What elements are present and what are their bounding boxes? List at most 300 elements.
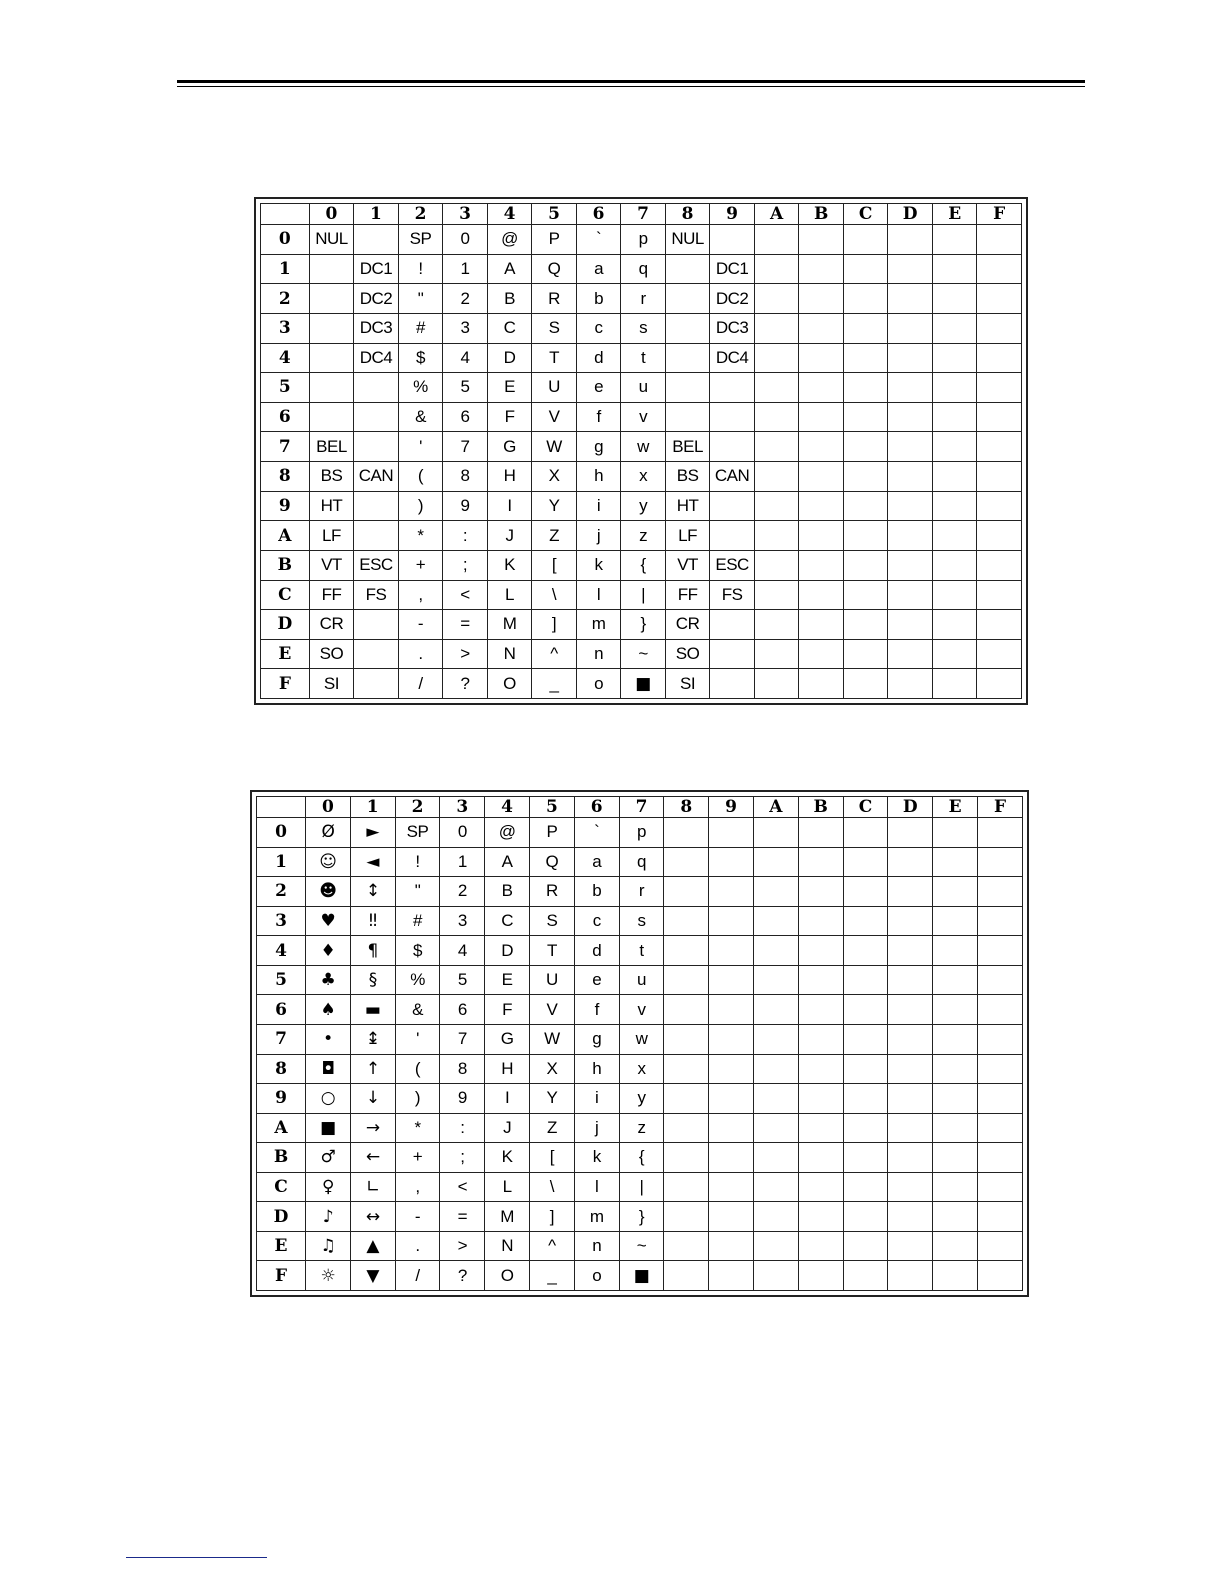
char-cell: 0 [443,225,488,255]
char-cell: T [530,936,575,966]
char-cell [754,580,799,610]
char-cell: 1 [443,254,488,284]
char-cell [709,936,754,966]
table-row [261,313,1022,343]
char-cell: { [619,1143,664,1173]
char-cell: P [530,818,575,848]
char-cell [664,847,709,877]
column-header: F [977,797,1022,818]
char-cell: ♫ [306,1231,351,1261]
char-cell [843,402,888,432]
char-cell [843,965,888,995]
column-header: E [933,797,978,818]
char-cell: E [485,965,530,995]
char-cell [753,1024,798,1054]
char-cell [354,432,399,462]
char-cell: / [398,669,443,699]
char-cell: L [485,1172,530,1202]
char-cell [977,1054,1022,1084]
char-cell [977,818,1022,848]
char-cell [754,610,799,640]
char-cell [843,1202,888,1232]
char-cell [933,1054,978,1084]
row-header: 9 [261,491,310,521]
char-cell [664,965,709,995]
char-cell [888,521,933,551]
char-cell [754,639,799,669]
char-cell [977,1084,1022,1114]
char-cell: = [440,1202,485,1232]
char-cell [888,254,933,284]
char-cell: ' [398,432,443,462]
char-cell [843,1231,888,1261]
table-row [261,284,1022,314]
char-cell [888,1231,933,1261]
char-cell: W [530,1024,575,1054]
char-cell: HT [665,491,710,521]
char-cell [977,225,1022,255]
char-cell [709,818,754,848]
char-cell: L [487,580,532,610]
char-cell [753,1143,798,1173]
char-cell: _ [530,1261,575,1291]
char-cell: x [621,462,666,492]
char-cell [932,254,977,284]
char-cell: , [395,1172,440,1202]
char-cell: % [395,965,440,995]
char-cell: Y [530,1084,575,1114]
char-cell: h [574,1054,619,1084]
char-cell [665,254,710,284]
char-cell [843,1113,888,1143]
char-cell [710,639,755,669]
char-cell [354,610,399,640]
char-cell [709,1113,754,1143]
char-cell: LF [665,521,710,551]
control-code-table-frame [254,197,1028,705]
char-cell [888,402,933,432]
char-cell [798,818,843,848]
char-cell [888,877,933,907]
char-cell [843,313,888,343]
char-cell [933,1113,978,1143]
char-cell [754,225,799,255]
char-cell [799,432,844,462]
char-cell [754,284,799,314]
column-header: 3 [443,204,488,225]
column-header: A [754,204,799,225]
char-cell [932,343,977,373]
column-header: B [799,204,844,225]
char-cell: BEL [665,432,710,462]
char-cell: l [574,1172,619,1202]
char-cell [977,1202,1022,1232]
char-cell: r [619,877,664,907]
char-cell: # [398,313,443,343]
char-cell: D [487,343,532,373]
char-cell: SP [398,225,443,255]
char-cell: ' [395,1024,440,1054]
char-cell: " [398,284,443,314]
column-header: 4 [487,204,532,225]
char-cell [932,639,977,669]
char-cell: 9 [440,1084,485,1114]
char-cell [664,1054,709,1084]
char-cell: \ [532,580,577,610]
char-cell [753,1231,798,1261]
char-cell [799,550,844,580]
char-cell: ! [395,847,440,877]
char-cell: ♥ [306,906,351,936]
char-cell: CR [665,610,710,640]
char-cell: ○ [306,1084,351,1114]
char-cell [977,877,1022,907]
char-cell [932,550,977,580]
char-cell [843,550,888,580]
char-cell: ↕ [350,877,395,907]
char-cell: ( [398,462,443,492]
char-cell [664,1261,709,1291]
char-cell [664,1172,709,1202]
char-cell: ^ [532,639,577,669]
char-cell: d [576,343,621,373]
char-cell [798,847,843,877]
graphic-character-table-frame [250,790,1029,1297]
char-cell [309,254,354,284]
char-cell [754,402,799,432]
char-cell: DC4 [354,343,399,373]
char-cell: : [443,521,488,551]
char-cell [932,373,977,403]
char-cell [664,1084,709,1114]
column-header: 1 [354,204,399,225]
char-cell: FF [665,580,710,610]
char-cell [843,610,888,640]
char-cell: [ [532,550,577,580]
char-cell [798,1113,843,1143]
char-cell: h [576,462,621,492]
char-cell [843,491,888,521]
char-cell: ↔ [350,1202,395,1232]
table-row [257,1202,1023,1232]
table-row [257,1024,1023,1054]
char-cell: N [485,1231,530,1261]
char-cell [933,906,978,936]
table-row [261,639,1022,669]
char-cell: ♀ [306,1172,351,1202]
corner-cell [257,797,306,818]
char-cell [709,1202,754,1232]
char-cell [354,491,399,521]
char-cell [977,965,1022,995]
column-header: 0 [306,797,351,818]
char-cell [843,639,888,669]
row-header: F [257,1261,306,1291]
char-cell [664,1202,709,1232]
char-cell: f [576,402,621,432]
char-cell: u [619,965,664,995]
char-cell: m [576,610,621,640]
char-cell [977,1113,1022,1143]
char-cell [932,580,977,610]
char-cell [843,1172,888,1202]
char-cell: b [576,284,621,314]
char-cell [709,1143,754,1173]
char-cell: q [619,847,664,877]
char-cell: 6 [440,995,485,1025]
char-cell [798,1084,843,1114]
char-cell [977,284,1022,314]
char-cell [843,1143,888,1173]
char-cell: NUL [309,225,354,255]
char-cell: * [398,521,443,551]
char-cell [309,284,354,314]
char-cell [933,1202,978,1232]
char-cell: ↑ [350,1054,395,1084]
row-header: D [261,610,310,640]
char-cell: z [621,521,666,551]
char-cell: VT [665,550,710,580]
column-header: 2 [398,204,443,225]
char-cell [843,580,888,610]
header-row [261,204,1022,225]
char-cell: u [621,373,666,403]
char-cell [753,906,798,936]
char-cell: Q [530,847,575,877]
char-cell [843,1024,888,1054]
char-cell [932,313,977,343]
table-row [257,1113,1023,1143]
char-cell [798,1054,843,1084]
char-cell [799,462,844,492]
char-cell: SO [665,639,710,669]
char-cell: % [398,373,443,403]
char-cell: SP [395,818,440,848]
char-cell: w [619,1024,664,1054]
char-cell: E [487,373,532,403]
char-cell [888,965,933,995]
char-cell [798,906,843,936]
char-cell [753,995,798,1025]
char-cell: j [574,1113,619,1143]
row-header: 4 [257,936,306,966]
char-cell: ! [398,254,443,284]
char-cell [977,462,1022,492]
table-row [261,225,1022,255]
char-cell [309,343,354,373]
char-cell: ( [395,1054,440,1084]
char-cell [933,936,978,966]
char-cell [709,1172,754,1202]
char-cell [709,1261,754,1291]
char-cell: e [574,965,619,995]
char-cell [977,1024,1022,1054]
char-cell: ◘ [306,1054,351,1084]
char-cell: ♂ [306,1143,351,1173]
char-cell [754,343,799,373]
char-cell: : [440,1113,485,1143]
char-cell: I [487,491,532,521]
char-cell: ESC [354,550,399,580]
char-cell [933,1024,978,1054]
char-cell [888,462,933,492]
char-cell [977,580,1022,610]
char-cell: DC1 [354,254,399,284]
char-cell [843,254,888,284]
row-header: 3 [257,906,306,936]
char-cell [888,669,933,699]
column-header: 5 [532,204,577,225]
char-cell: ∟ [350,1172,395,1202]
char-cell: ▬ [350,995,395,1025]
char-cell [932,491,977,521]
char-cell [888,906,933,936]
char-cell: x [619,1054,664,1084]
char-cell [664,906,709,936]
char-cell [977,432,1022,462]
table-row [257,995,1023,1025]
graphic-character-table [256,796,1023,1291]
char-cell [888,639,933,669]
char-cell: a [576,254,621,284]
char-cell: Q [532,254,577,284]
char-cell [753,1084,798,1114]
char-cell: DC3 [710,313,755,343]
char-cell [309,402,354,432]
char-cell: # [395,906,440,936]
char-cell: J [487,521,532,551]
char-cell [664,1143,709,1173]
row-header: A [261,521,310,551]
char-cell: q [621,254,666,284]
char-cell: VT [309,550,354,580]
char-cell [977,995,1022,1025]
column-header: 9 [710,204,755,225]
char-cell [843,1054,888,1084]
char-cell: ☼ [306,1261,351,1291]
char-cell [888,1024,933,1054]
column-header: 7 [621,204,666,225]
char-cell [754,373,799,403]
char-cell [933,1143,978,1173]
row-header: 4 [261,343,310,373]
char-cell [843,462,888,492]
char-cell [354,639,399,669]
char-cell [977,313,1022,343]
char-cell: > [443,639,488,669]
char-cell [843,906,888,936]
char-cell [753,1113,798,1143]
char-cell: ☺ [306,847,351,877]
row-header: 5 [257,965,306,995]
char-cell: R [530,877,575,907]
table-row [257,906,1023,936]
char-cell: C [487,313,532,343]
column-header: F [977,204,1022,225]
char-cell: & [398,402,443,432]
table-row [257,877,1023,907]
char-cell: [ [530,1143,575,1173]
char-cell [933,877,978,907]
char-cell: V [530,995,575,1025]
char-cell: n [576,639,621,669]
char-cell [799,639,844,669]
char-cell: O [487,669,532,699]
char-cell: LF [309,521,354,551]
char-cell [843,818,888,848]
char-cell [843,669,888,699]
char-cell: § [350,965,395,995]
char-cell: i [576,491,621,521]
char-cell: s [621,313,666,343]
footer-rule [126,1557,267,1558]
char-cell: > [440,1231,485,1261]
char-cell [754,254,799,284]
row-header: C [261,580,310,610]
char-cell: ◄ [350,847,395,877]
char-cell [888,1143,933,1173]
char-cell: ↓ [350,1084,395,1114]
char-cell [798,877,843,907]
char-cell: ■ [306,1113,351,1143]
char-cell [888,313,933,343]
char-cell: K [487,550,532,580]
char-cell [665,284,710,314]
table-row [261,343,1022,373]
char-cell [977,550,1022,580]
char-cell: w [621,432,666,462]
char-cell: H [485,1054,530,1084]
char-cell: G [487,432,532,462]
char-cell: , [398,580,443,610]
char-cell [843,432,888,462]
char-cell: 9 [443,491,488,521]
row-header: 7 [257,1024,306,1054]
char-cell: k [574,1143,619,1173]
char-cell [933,965,978,995]
char-cell [753,1202,798,1232]
char-cell [354,402,399,432]
char-cell [798,965,843,995]
char-cell: p [621,225,666,255]
char-cell [799,313,844,343]
char-cell: K [485,1143,530,1173]
char-cell [977,610,1022,640]
char-cell: ► [350,818,395,848]
char-cell: } [619,1202,664,1232]
column-header: 5 [530,797,575,818]
char-cell: 5 [440,965,485,995]
char-cell: Ø [306,818,351,848]
char-cell: < [443,580,488,610]
char-cell [843,373,888,403]
char-cell: ) [398,491,443,521]
char-cell [710,491,755,521]
char-cell [710,402,755,432]
char-cell [977,936,1022,966]
char-cell: i [574,1084,619,1114]
char-cell [354,373,399,403]
char-cell: j [576,521,621,551]
char-cell: 3 [440,906,485,936]
char-cell: d [574,936,619,966]
char-cell [977,402,1022,432]
char-cell: G [485,1024,530,1054]
char-cell: U [532,373,577,403]
char-cell: B [487,284,532,314]
char-cell: Z [530,1113,575,1143]
char-cell [798,1202,843,1232]
